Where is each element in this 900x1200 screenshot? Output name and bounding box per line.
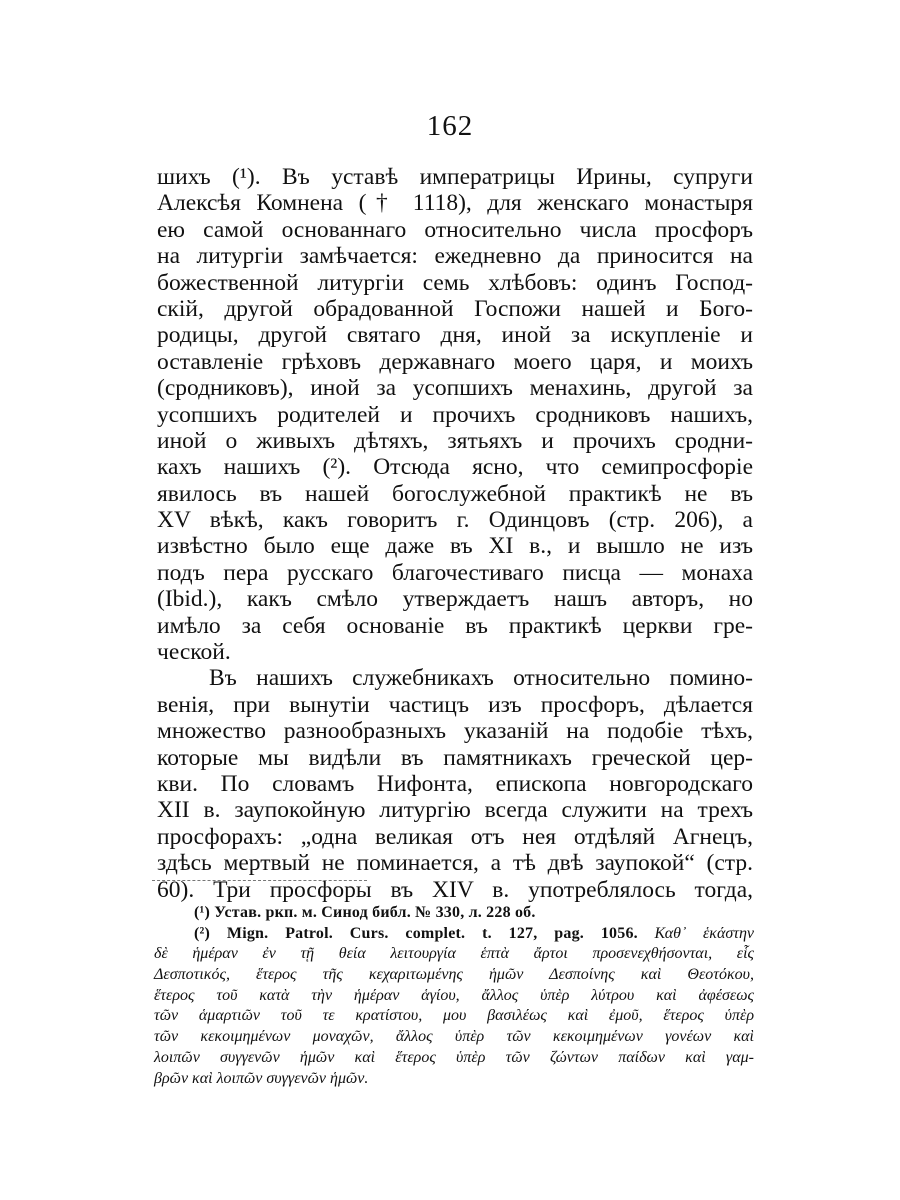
greek-text-line: βρῶν καὶ λοιπῶν συγγενῶν ἡμῶν. (154, 1069, 369, 1087)
greek-text-line: τῶν κεκοιμημένων μοναχῶν, ἄλλος ὑπὲρ τῶν κεκοιμημένων γονέων καὶ (154, 1028, 754, 1046)
text-line: родицы, другой святаго дня, иной за искупленіе и (157, 322, 753, 349)
text-line: XV вѣкѣ, какъ говоритъ г. Одинцовъ (стр. 206), а (157, 507, 753, 534)
text-line: шихъ (¹). Въ уставѣ императрицы Ирины, супруги (157, 164, 753, 190)
text-line: которые мы видѣли въ памятникахъ греческой цер- (157, 744, 753, 771)
text-line: 60). Три просфоры въ XIV в. употреблялось тогда, (157, 876, 753, 903)
page-number: 162 (426, 110, 474, 142)
text-line: кахъ нашихъ (²). Отсюда ясно, что семипросфоріе (157, 454, 753, 481)
footnote-2 (154, 924, 754, 945)
text-line: извѣстно было еще даже въ XI в., и вышло не изъ (157, 533, 753, 560)
paragraph-1 (157, 164, 753, 665)
greek-text-line: λοιπῶν συγγενῶν ἡμῶν καὶ ἕτερος ὑπὲρ τῶν ζώντων παίδων καὶ γαμ- (154, 1048, 754, 1066)
text-line: Въ нашихъ служебникахъ относительно помино- (209, 665, 753, 692)
greek-text-line: Δεσποτικός, ἕτερος τῆς κεχαριτωμένης ἡμῶν Δεσποίνης καὶ Θεοτόκου, (154, 966, 754, 984)
text-line: (Ibid.), какъ смѣло утверждаетъ нашъ авторъ, но (157, 586, 753, 613)
text-line: скій, другой обрадованной Госпожи нашей и Бого- (157, 295, 753, 322)
text-line: на литургіи замѣчается: ежедневно да приносится на (157, 243, 753, 270)
text-line: (сродниковъ), иной за усопшихъ менахинь, другой за (157, 375, 753, 402)
paragraph-2 (157, 665, 753, 903)
body-text (157, 164, 753, 903)
text-line: усопшихъ родителей и прочихъ сродниковъ нашихъ, (157, 401, 753, 428)
text-line: подъ пера русскаго благочестиваго писца — монаха (157, 559, 753, 586)
greek-text: Καθ᾽ ἑκάστην (654, 924, 754, 942)
text-line: Алексѣя Комнена († 1118), для женскаго монастыря (157, 190, 753, 217)
text-line: ческой. (157, 639, 231, 666)
text-line: здѣсь мертвый не поминается, а тѣ двѣ заупокой“ (стр. (157, 850, 753, 877)
text-line: имѣло за себя основаніе въ практикѣ церкви гре- (157, 612, 753, 639)
text-line: явилось въ нашей богослужебной практикѣ не въ (157, 480, 753, 507)
footnote-1: (¹) Устав. ркп. м. Синод библ. № 330, л. 228 об. (194, 904, 536, 921)
greek-text-line: δὲ ἡμέραν ἐν τῇ θεία λειτουργία ἑπτὰ ἄρτοι προσενεχθήσονται, εἷς (154, 945, 754, 963)
footnote-divider (152, 880, 367, 881)
text-line: оставленіе грѣховъ державнаго моего царя, и моихъ (157, 348, 753, 375)
footnotes (154, 903, 754, 1089)
text-line: множество разнообразныхъ указаній на подобіе тѣхъ, (157, 718, 753, 745)
text-line: просфорахъ: „одна великая отъ нея отдѣляй Агнецъ, (157, 823, 753, 850)
text-line: венія, при вынутіи частицъ изъ просфоръ, дѣлается (157, 691, 753, 718)
text-line: иной о живыхъ дѣтяхъ, зятьяхъ и прочихъ сродни- (157, 427, 753, 454)
text-line: божественной литургіи семь хлѣбовъ: одинъ Господ- (157, 269, 753, 296)
footnote-2-reference: (²) Mign. Patrol. Curs. complet. t. 127, pag. 1056. (194, 924, 638, 942)
text-line: кви. По словамъ Нифонта, епископа новгородскаго (157, 770, 753, 797)
greek-text-line: ἕτερος τοῦ κατὰ τὴν ἡμέραν ἁγίου, ἄλλος ὑπὲρ λύτρου καὶ ἀφέσεως (154, 986, 754, 1004)
text-line: XII в. заупокойную литургію всегда служити на трехъ (157, 797, 753, 824)
text-line: ею самой основаннаго относительно числа просфоръ (157, 216, 753, 243)
greek-text-line: τῶν ἁμαρτιῶν τοῦ τε κρατίστου, μου βασιλέως καὶ ἐμοῦ, ἕτερος ὑπὲρ (154, 1007, 754, 1025)
